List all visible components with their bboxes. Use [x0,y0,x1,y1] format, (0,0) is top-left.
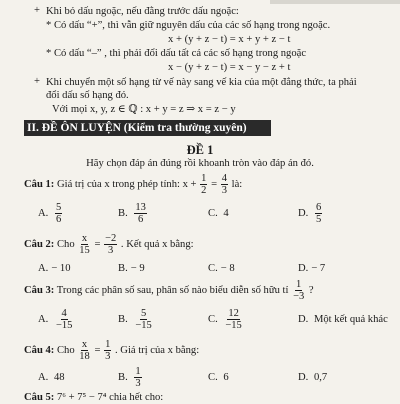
question-text: 7⁶ + 7⁵ − 7⁴ chia hết cho: [56,392,164,403]
fraction: $\frac{1}{3}$ [135,366,141,390]
fraction: $\frac{-2}{3}$ [105,233,117,257]
question-label: Câu 5: [24,392,55,403]
equals-sign: = [211,179,218,190]
question-4 [24,339,199,363]
rule-2-formula: Với mọi x, y, z ∈ ℚ : x + y = z ⇒ x = z − y [52,104,236,115]
bullet-rule-2: + [34,76,40,87]
question-5 [24,391,163,404]
q3-option-d[interactable]: D. Một kết quả khác [298,314,388,325]
rule-2-text-line-2: đổi dấu số hạng đó. [46,90,129,101]
question-text: Cho [56,345,75,356]
rule-2-text-line-1: Khi chuyển một số hạng từ vế này sang vế kia của một đẳng thức, ta phải [46,77,357,88]
q2-option-d[interactable]: D. − 7 [298,263,326,274]
q4-option-a[interactable]: A. 48 [38,372,65,383]
question-text-tail: . Kết quả x bằng: [120,239,194,250]
bullet-rule-1: + [34,5,40,16]
q2-option-b[interactable]: B. − 9 [118,263,145,274]
fraction: $\frac{5}{-15}$ [135,308,152,332]
rule-1a-formula: x + (y + z − t) = x + y + z − t [168,34,291,45]
rule-1b-formula: x − (y + z − t) = x − y − z + t [168,62,291,73]
q4-option-d[interactable]: D. 0,7 [298,372,328,383]
q1-option-a[interactable]: A. $\frac{5}{6}$ [38,202,62,226]
q1-option-b[interactable]: B. $\frac{13}{6}$ [118,202,146,226]
question-label: Câu 1: [24,179,55,190]
exam-title: ĐỀ 1 [186,143,214,157]
fraction: $\frac{x}{18}$ [79,339,90,363]
fraction: $\frac{13}{6}$ [135,202,146,226]
question-text-tail: ? [308,285,314,296]
question-text: Cho [56,239,75,250]
question-label: Câu 4: [24,345,55,356]
q2-option-a[interactable]: A. − 10 [38,263,71,274]
fraction: $\frac{4}{3}$ [221,173,227,197]
question-1 [24,173,242,197]
fraction: $\frac{1}{2}$ [201,173,207,197]
fraction: $\frac{5}{6}$ [55,202,62,226]
fraction: $\frac{1}{3}$ [105,339,111,363]
question-label: Câu 3: [24,285,55,296]
q4-option-c[interactable]: C. 6 [208,372,229,383]
question-text: Giá trị của x trong phép tính: x + [56,179,197,190]
rule-1a-text: * Có dấu “+”, thì vẫn giữ nguyên dấu của các số hạng trong ngoặc. [46,20,331,31]
q4-option-b[interactable]: B. $\frac{1}{3}$ [118,366,141,390]
q1-option-d[interactable]: D. $\frac{6}{5}$ [298,202,322,226]
question-text-tail: . Giá trị của x bằng: [115,345,200,356]
q3-option-a[interactable]: A. $\frac{4}{-15}$ [38,308,73,332]
fraction: $\frac{4}{-15}$ [55,308,73,332]
section-header: II. ĐỀ ÔN LUYỆN (Kiểm tra thường xuyên) [24,120,271,136]
equals-sign: = [94,239,101,250]
question-text-tail: là: [231,179,243,190]
q3-option-c[interactable]: C. $\frac{12}{-15}$ [208,308,242,332]
fraction: $\frac{x}{15}$ [79,233,90,257]
equals-sign: = [94,345,101,356]
question-text: Trong các phân số sau, phân số nào biểu diễn số hữu tỉ [56,285,289,296]
fraction: $\frac{1}{-3}$ [293,279,305,303]
question-2 [24,233,194,257]
fraction: $\frac{6}{5}$ [315,202,322,226]
rule-1-text: Khi bỏ dấu ngoặc, nếu đằng trước dấu ngoặc: [46,6,239,17]
question-label: Câu 2: [24,239,55,250]
exam-instruction: Hãy chọn đáp án đúng rồi khoanh tròn vào đáp án đó. [86,158,314,169]
q2-option-c[interactable]: C. − 8 [208,263,235,274]
q1-option-c[interactable]: C. 4 [208,208,229,219]
rule-1b-text: * Có dấu “–” , thì phải đổi dấu tất cả các số hạng trong ngoặc [46,48,307,59]
page-top-edge [270,0,400,4]
fraction: $\frac{12}{-15}$ [225,308,242,332]
question-3 [24,279,314,303]
q3-option-b[interactable]: B. $\frac{5}{-15}$ [118,308,152,332]
